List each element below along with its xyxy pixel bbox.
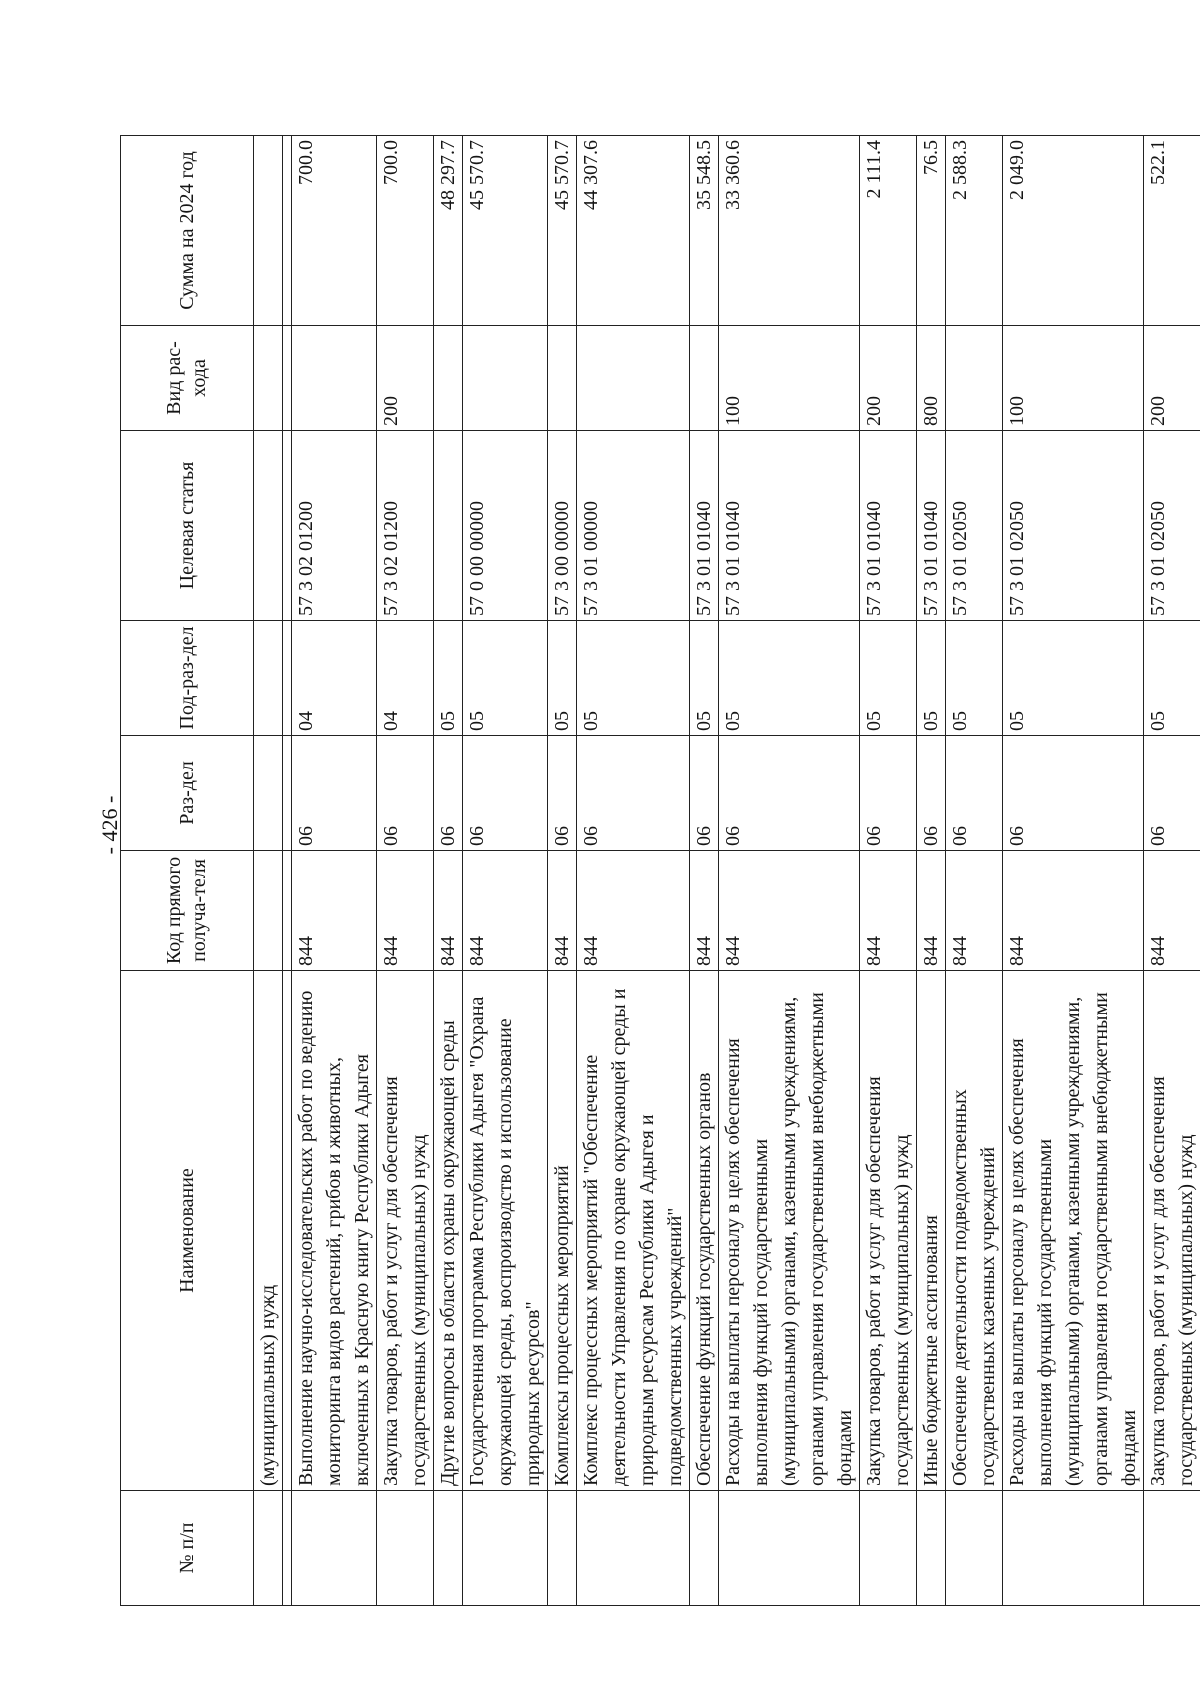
cell-sum: 44 307.6 xyxy=(577,136,690,326)
cell-subsection: 05 xyxy=(434,621,463,736)
table-row xyxy=(292,136,377,1606)
cell-recipient: 844 xyxy=(292,851,377,971)
cell-target: 57 3 01 01040 xyxy=(690,431,719,621)
cell-target: 57 3 01 01040 xyxy=(917,431,946,621)
cell-sum: 522.1 xyxy=(1144,136,1200,326)
table-row xyxy=(377,136,434,1606)
cell-expense xyxy=(254,326,283,431)
cell-recipient: 844 xyxy=(946,851,1003,971)
table-row xyxy=(1003,136,1144,1606)
cell-num xyxy=(377,1491,434,1606)
cell-expense: 800 xyxy=(917,326,946,431)
cell-name: Закупка товаров, работ и услуг для обеспечения государственных (муниципальных) нужд xyxy=(1144,971,1200,1491)
cell-subsection: 05 xyxy=(548,621,577,736)
cell-name: Закупка товаров, работ и услуг для обеспечения государственных (муниципальных) нужд xyxy=(377,971,434,1491)
cell-sum: 48 297.7 xyxy=(434,136,463,326)
cell-subsection: 05 xyxy=(946,621,1003,736)
cell-expense xyxy=(463,326,548,431)
cell-recipient: 844 xyxy=(434,851,463,971)
cell-num xyxy=(1003,1491,1144,1606)
cell-num xyxy=(917,1491,946,1606)
cell-target: 57 3 01 02050 xyxy=(1144,431,1200,621)
table-row xyxy=(917,136,946,1606)
cell-subsection: 05 xyxy=(917,621,946,736)
cell-sum: 45 570.7 xyxy=(548,136,577,326)
cell-recipient: 844 xyxy=(1144,851,1200,971)
cell-num xyxy=(690,1491,719,1606)
cell-target: 57 3 01 01040 xyxy=(860,431,917,621)
cell-recipient: 844 xyxy=(377,851,434,971)
budget-table xyxy=(120,135,1200,1606)
cell-name: Обеспечение деятельности подведомственных государственных казенных учреждений xyxy=(946,971,1003,1491)
cell-target: 57 0 00 00000 xyxy=(463,431,548,621)
cell-name: Государственная программа Республики Адыгея "Охрана окружающей среды, воспроизводство и использование природных ресурсов" xyxy=(463,971,548,1491)
cell-subsection: 05 xyxy=(1144,621,1200,736)
cell-section: 06 xyxy=(434,736,463,851)
table-row-spacer xyxy=(283,136,292,1606)
cell-section: 06 xyxy=(577,736,690,851)
cell-num xyxy=(463,1491,548,1606)
cell-subsection: 05 xyxy=(860,621,917,736)
cell-num xyxy=(254,1491,283,1606)
cell-section: 06 xyxy=(946,736,1003,851)
cell-sum xyxy=(254,136,283,326)
cell-target: 57 3 02 01200 xyxy=(377,431,434,621)
cell-recipient: 844 xyxy=(860,851,917,971)
cell-sum: 33 360.6 xyxy=(719,136,860,326)
cell-section xyxy=(254,736,283,851)
cell-subsection: 05 xyxy=(463,621,548,736)
cell-section: 06 xyxy=(860,736,917,851)
table-row xyxy=(434,136,463,1606)
cell-num xyxy=(434,1491,463,1606)
cell-recipient: 844 xyxy=(719,851,860,971)
cell-target xyxy=(254,431,283,621)
cell-name: Выполнение научно-исследовательских работ по ведению мониторинга видов растений, грибов и животных, включенных в Красную книгу Республики Адыгея xyxy=(292,971,377,1491)
cell-target xyxy=(434,431,463,621)
cell-recipient: 844 xyxy=(577,851,690,971)
table-row xyxy=(1144,136,1200,1606)
cell-section: 06 xyxy=(690,736,719,851)
cell-target: 57 3 00 00000 xyxy=(548,431,577,621)
cell-expense: 100 xyxy=(1003,326,1144,431)
cell-target: 57 3 01 02050 xyxy=(1003,431,1144,621)
cell-section: 06 xyxy=(548,736,577,851)
cell-sum: 700.0 xyxy=(292,136,377,326)
cell-name: Расходы на выплаты персоналу в целях обеспечения выполнения функций государственными (муниципальными) органами, казенными учреждениями, органами управления государственными внебюджетными фондами xyxy=(719,971,860,1491)
table-row xyxy=(548,136,577,1606)
cell-subsection: 04 xyxy=(292,621,377,736)
table-row xyxy=(463,136,548,1606)
cell-expense xyxy=(946,326,1003,431)
cell-section: 06 xyxy=(463,736,548,851)
cell-section: 06 xyxy=(917,736,946,851)
cell-name: Иные бюджетные ассигнования xyxy=(917,971,946,1491)
cell-recipient: 844 xyxy=(917,851,946,971)
cell-num xyxy=(577,1491,690,1606)
cell-expense: 100 xyxy=(719,326,860,431)
cell-subsection: 05 xyxy=(690,621,719,736)
table-row xyxy=(719,136,860,1606)
cell-expense xyxy=(690,326,719,431)
cell-expense: 200 xyxy=(377,326,434,431)
cell-recipient: 844 xyxy=(463,851,548,971)
cell-recipient: 844 xyxy=(548,851,577,971)
table-row xyxy=(946,136,1003,1606)
table-row xyxy=(690,136,719,1606)
cell-sum: 76.5 xyxy=(917,136,946,326)
cell-section: 06 xyxy=(1003,736,1144,851)
cell-num xyxy=(548,1491,577,1606)
table-body xyxy=(254,136,1200,1606)
cell-subsection: 05 xyxy=(719,621,860,736)
cell-sum: 2 588.3 xyxy=(946,136,1003,326)
cell-expense xyxy=(434,326,463,431)
header-section: Раз-дел xyxy=(121,736,254,851)
cell-num xyxy=(860,1491,917,1606)
cell-num xyxy=(292,1491,377,1606)
header-name: Наименование xyxy=(121,971,254,1491)
cell-num xyxy=(719,1491,860,1606)
cell-name: Закупка товаров, работ и услуг для обеспечения государственных (муниципальных) нужд xyxy=(860,971,917,1491)
cell-expense xyxy=(548,326,577,431)
cell-section: 06 xyxy=(377,736,434,851)
cell-section: 06 xyxy=(292,736,377,851)
cell-target: 57 3 01 00000 xyxy=(577,431,690,621)
cell-section: 06 xyxy=(719,736,860,851)
cell-subsection xyxy=(254,621,283,736)
cell-sum: 2 049.0 xyxy=(1003,136,1144,326)
cell-target: 57 3 01 01040 xyxy=(719,431,860,621)
cell-subsection: 05 xyxy=(1003,621,1144,736)
page-number: - 426 - xyxy=(97,795,122,855)
table-header xyxy=(121,136,254,1606)
table-row xyxy=(577,136,690,1606)
header-subsection: Под-раз-дел xyxy=(121,621,254,736)
cell-name: Обеспечение функций государственных органов xyxy=(690,971,719,1491)
cell-subsection: 05 xyxy=(577,621,690,736)
cell-name: Комплексы процессных мероприятий xyxy=(548,971,577,1491)
cell-sum: 2 111.4 xyxy=(860,136,917,326)
cell-recipient: 844 xyxy=(690,851,719,971)
header-sum: Сумма на 2024 год xyxy=(121,136,254,326)
cell-sum: 35 548.5 xyxy=(690,136,719,326)
cell-name: (муниципальных) нужд xyxy=(254,971,283,1491)
cell-name: Другие вопросы в области охраны окружающей среды xyxy=(434,971,463,1491)
cell-expense: 200 xyxy=(1144,326,1200,431)
cell-num xyxy=(946,1491,1003,1606)
budget-table-container xyxy=(120,136,1197,1606)
cell-section: 06 xyxy=(1144,736,1200,851)
table-row xyxy=(254,136,283,1606)
cell-target: 57 3 01 02050 xyxy=(946,431,1003,621)
header-num: № п/п xyxy=(121,1491,254,1606)
header-expense: Вид рас-хода xyxy=(121,326,254,431)
cell-name: Расходы на выплаты персоналу в целях обеспечения выполнения функций государственными (муниципальными) органами, казенными учреждениями, органами управления государственными внебюджетными фондами xyxy=(1003,971,1144,1491)
cell-sum: 45 570.7 xyxy=(463,136,548,326)
cell-expense: 200 xyxy=(860,326,917,431)
cell-recipient xyxy=(254,851,283,971)
cell-name: Комплекс процессных мероприятий "Обеспечение деятельности Управления по охране окружающей среды и природным ресурсам Республики Адыгея и подведомственных учреждений" xyxy=(577,971,690,1491)
table-row xyxy=(860,136,917,1606)
cell-expense xyxy=(292,326,377,431)
cell-recipient: 844 xyxy=(1003,851,1144,971)
cell-target: 57 3 02 01200 xyxy=(292,431,377,621)
cell-expense xyxy=(577,326,690,431)
header-recipient: Код прямого получа-теля xyxy=(121,851,254,971)
cell-num xyxy=(1144,1491,1200,1606)
cell-subsection: 04 xyxy=(377,621,434,736)
header-target: Целевая статья xyxy=(121,431,254,621)
cell-sum: 700.0 xyxy=(377,136,434,326)
